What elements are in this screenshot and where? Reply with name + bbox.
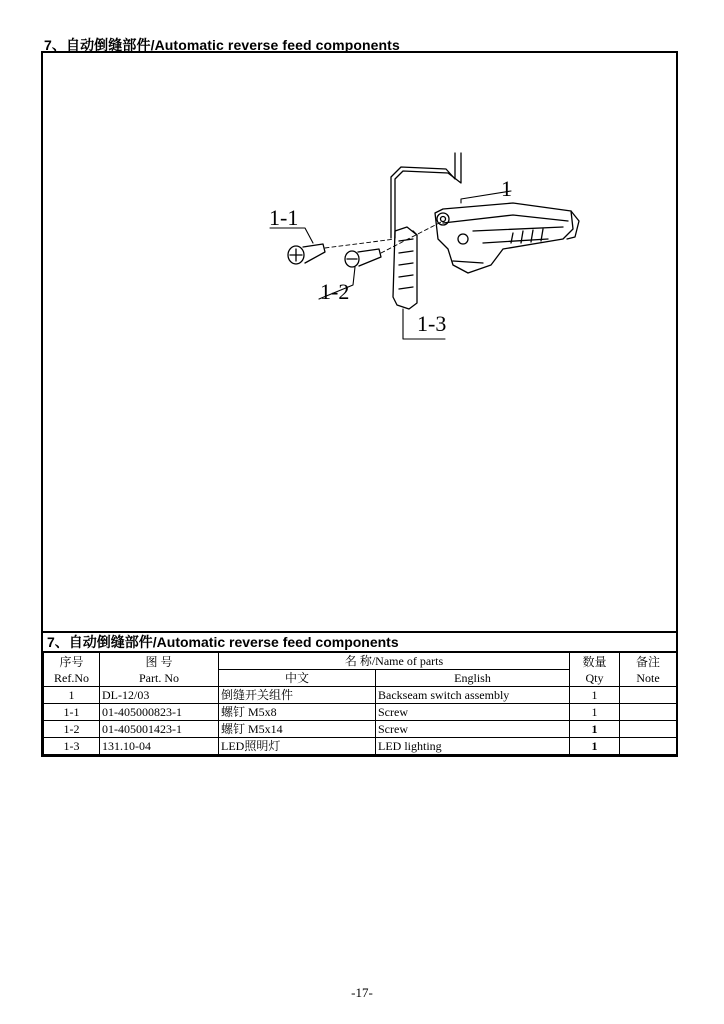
bracket-wire [395,153,461,238]
cell-name-en: Screw [376,721,570,738]
cell-name-cn: 倒缝开关组件 [219,687,376,704]
callout-1-1: 1-1 [269,205,299,230]
cell-part-no: DL-12/03 [100,687,219,704]
switch-assembly [435,203,579,273]
header-name: 名 称/Name of parts [219,652,570,670]
header-note [620,652,677,687]
cell-qty: 1 [570,721,620,738]
cell-ref: 1-3 [44,738,100,755]
cell-qty: 1 [570,738,620,755]
cell-note [620,721,677,738]
cell-note [620,738,677,755]
bracket-wire-inner [391,153,455,238]
cell-ref: 1-1 [44,704,100,721]
header-note-en: Note [636,670,660,685]
cell-part-no: 01-405001423-1 [100,721,219,738]
page-heading: 7、自动倒缝部件/Automatic reverse feed components [44,37,400,53]
table-row [44,687,677,704]
cell-name-cn: 螺钉 M5x14 [219,721,376,738]
table-header-row [44,652,677,670]
table-row [44,738,677,755]
cell-ref: 1-2 [44,721,100,738]
header-qty-cn: 数量 [582,654,607,669]
cell-note [620,704,677,721]
led-strip [393,227,417,309]
cell-part-no: 131.10-04 [100,738,219,755]
parts-table [43,651,677,755]
header-ref-en: Ref.No [54,670,89,685]
header-name-en: English [376,670,570,687]
table-row [44,721,677,738]
header-qty [570,652,620,687]
table-heading: 7、自动倒缝部件/Automatic reverse feed components [43,631,676,651]
screw-1-2 [345,249,381,267]
header-ref [44,652,100,687]
header-qty-en: Qty [585,670,604,685]
table-row [44,704,677,721]
cell-note [620,687,677,704]
cell-ref: 1 [44,687,100,704]
cell-name-en: LED lighting [376,738,570,755]
cell-name-en: Screw [376,704,570,721]
cell-part-no: 01-405000823-1 [100,704,219,721]
header-part-en: Part. No [139,670,179,685]
callout-1-3: 1-3 [417,311,447,336]
exploded-diagram [43,53,676,631]
cell-name-cn: 螺钉 M5x8 [219,704,376,721]
screw-1-1 [288,244,325,264]
cell-name-en: Backseam switch assembly [376,687,570,704]
header-name-cn: 中文 [219,670,376,687]
callout-1-2: 1-2 [320,279,350,304]
cell-name-cn: LED照明灯 [219,738,376,755]
header-note-cn: 备注 [635,654,660,669]
leader-1-1 [270,228,313,243]
header-ref-cn: 序号 [59,654,84,669]
header-part [100,652,219,687]
callout-1: 1 [501,176,512,201]
page-number: -17- [351,985,373,1000]
parts-frame [41,51,678,757]
cell-qty: 1 [570,687,620,704]
header-part-cn: 图 号 [145,654,173,669]
cell-qty: 1 [570,704,620,721]
